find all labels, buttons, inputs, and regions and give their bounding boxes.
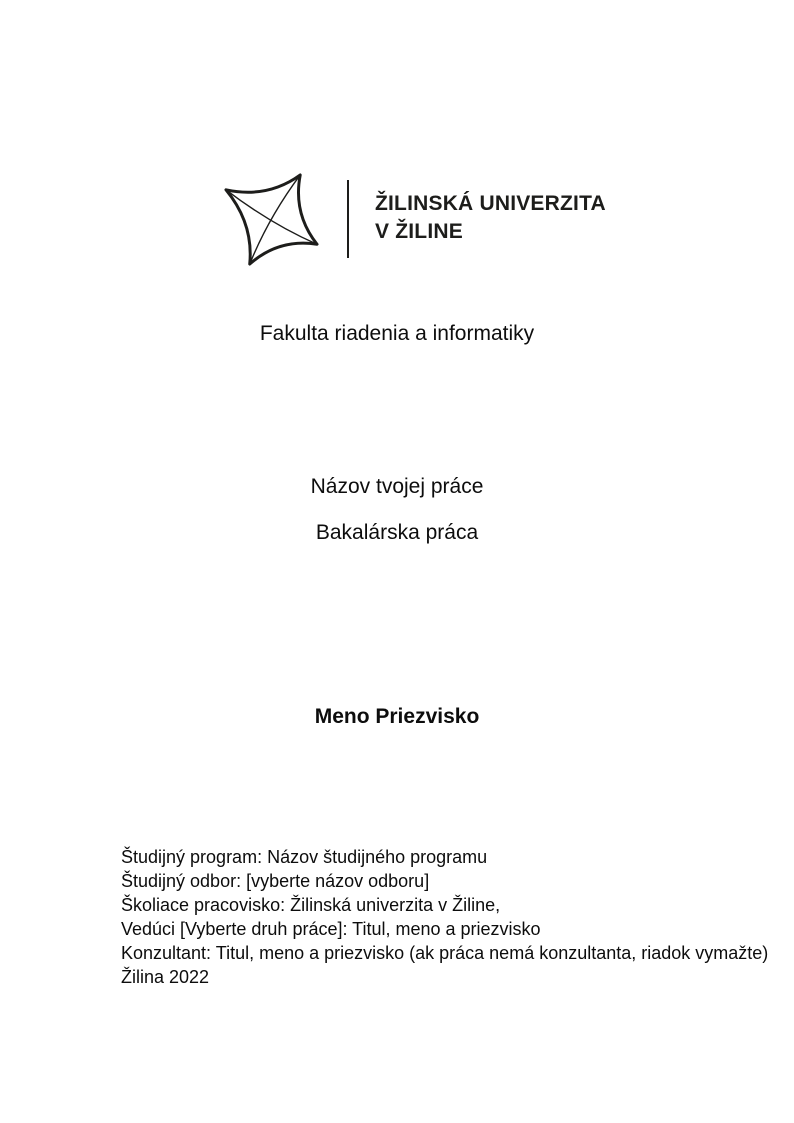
uniza-star-icon [223,171,322,268]
university-name-line2: V ŽILINE [375,220,463,243]
training-workplace-line: Školiace pracovisko: Žilinská univerzita v Žiline, [121,895,501,915]
study-program-line: Študijný program: Názov študijného programu [121,847,488,867]
thesis-author: Meno Priezvisko [314,705,480,728]
university-name-line1: ŽILINSKÁ UNIVERZITA [375,192,606,215]
faculty-name: Fakulta riadenia a informatiky [259,322,535,345]
study-field-line: Študijný odbor: [vyberte názov odboru] [121,871,430,891]
thesis-info-block [121,845,768,989]
logo-divider [347,180,349,258]
place-year-line: Žilina 2022 [121,967,210,987]
supervisor-line: Vedúci [Vyberte druh práce]: Titul, meno a priezvisko [121,919,541,939]
consultant-line: Konzultant: Titul, meno a priezvisko (ak práca nemá konzultanta, riadok vymažte) [121,943,769,963]
university-name [375,190,606,246]
thesis-type: Bakalárska práca [315,521,479,544]
thesis-title: Názov tvojej práce [310,475,484,498]
